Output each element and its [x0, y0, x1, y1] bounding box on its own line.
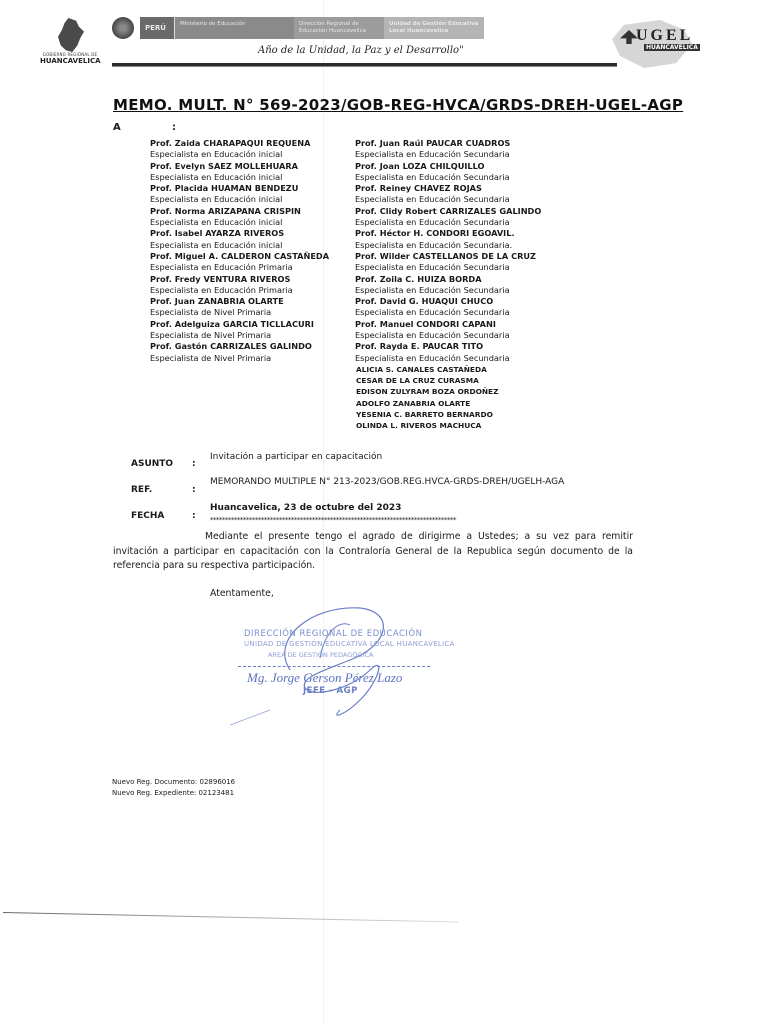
- scan-artifact-line: [3, 912, 458, 923]
- stamp-line-1: DIRECCIÓN REGIONAL DE EDUCACIÓN: [244, 629, 423, 639]
- recipient-name: Prof. Rayda E. PAUCAR TITO: [355, 341, 484, 352]
- recipient-role: Especialista en Educación Secundaria: [355, 149, 510, 160]
- separator-stars: **********************************************************************************: [210, 516, 456, 524]
- additional-recipient: CESAR DE LA CRUZ CURASMA: [356, 376, 479, 386]
- recipient-role: Especialista en Educación Secundaria: [355, 194, 510, 205]
- registry-expediente: Nuevo Reg. Expediente: 02123481: [112, 789, 235, 797]
- fecha-value: Huancavelica, 23 de octubre del 2023: [210, 503, 402, 513]
- banner-direccion-regional: Dirección Regional de Educación Huancavelica: [294, 17, 384, 39]
- recipient-role: Especialista en Educación Primaria: [150, 284, 293, 295]
- recipient-role: Especialista en Educación Secundaria: [355, 217, 510, 228]
- stamp-line-3: AREA DE GESTIÓN PEDAGÓGICA: [268, 651, 374, 659]
- additional-recipient: ALICIA S. CANALES CASTAÑEDA: [356, 365, 487, 374]
- header-divider: [112, 63, 617, 67]
- recipient-role: Especialista en Educación Secundaria: [355, 171, 510, 182]
- recipients-label: A: [113, 122, 121, 133]
- recipient-name: Prof. Manuel CONDORI CAPANI: [355, 318, 496, 329]
- recipient-name: Prof. Gastón CARRIZALES GALINDO: [150, 341, 312, 352]
- recipient-role: Especialista en Educación Secundaria: [355, 330, 510, 341]
- recipient-role: Especialista en Educación inicial: [150, 194, 283, 205]
- additional-recipient: OLINDA L. RIVEROS MACHUCA: [356, 421, 482, 431]
- asunto-label: ASUNTO: [131, 459, 174, 469]
- recipient-name: Prof. Joan LOZA CHILQUILLO: [355, 160, 485, 171]
- recipient-name: Prof. Miguel A. CALDERON CASTAÑEDA: [150, 250, 330, 261]
- stamp-line-2: UNIDAD DE GESTIÓN EDUCATIVA LOCAL HUANCAVELICA: [244, 640, 455, 648]
- banner-ministerio: Ministerio de Educación: [174, 17, 294, 39]
- recipient-role: Especialista en Educación Secundaria: [355, 284, 510, 295]
- recipient-name: Prof. Adelguiza GARCIA TICLLACURI: [150, 318, 314, 329]
- recipient-name: Prof. Fredy VENTURA RIVEROS: [150, 273, 291, 284]
- recipient-name: Prof. Juan ZANABRIA OLARTE: [150, 296, 284, 307]
- additional-recipient: ADOLFO ZANABRIA OLARTE: [356, 398, 471, 408]
- additional-recipient: EDISON ZULYRAM BOZA ORDOÑEZ: [356, 387, 499, 397]
- additional-recipients: [356, 364, 498, 431]
- registry-documento: Nuevo Reg. Documento: 02896016: [112, 778, 236, 786]
- recipient-role: Especialista en Educación inicial: [150, 171, 283, 182]
- recipient-role: Especialista en Educación inicial: [150, 149, 283, 160]
- recipient-role: Especialista de Nivel Primaria: [150, 330, 272, 341]
- recipient-name: Prof. Reiney CHAVEZ ROJAS: [355, 183, 482, 194]
- additional-recipient: YESENIA C. BARRETO BERNARDO: [356, 409, 493, 419]
- ref-label: REF.: [131, 485, 153, 495]
- ministry-banner: [112, 17, 484, 39]
- recipient-name: Prof. Wilder CASTELLANOS DE LA CRUZ: [355, 250, 536, 261]
- recipient-name: Prof. David G. HUAQUI CHUCO: [355, 296, 494, 307]
- closing: Atentamente,: [210, 588, 274, 599]
- recipients-colon: :: [172, 122, 176, 133]
- recipient-role: Especialista en Educación inicial: [150, 217, 283, 228]
- memo-title: MEMO. MULT. N° 569-2023/GOB-REG-HVCA/GRDS-DREH-UGEL-AGP: [113, 96, 684, 114]
- banner-ugel: Unidad de Gestión Educativa Local Huancavelica: [384, 17, 484, 39]
- recipient-name: Prof. Placida HUAMAN BENDEZU: [150, 183, 299, 194]
- recipient-role: Especialista de Nivel Primaria: [150, 307, 272, 318]
- memo-body: [113, 530, 633, 574]
- ugel-logo-sub: HUANCAVELICA: [646, 44, 698, 51]
- recipient-role: Especialista en Educación Secundaria: [355, 352, 510, 363]
- memo-body-text: Mediante el presente tengo el agrado de dirigirme a Ustedes; a su vez para remitir invitación a participar en capacitación con la Contraloría General de la Republica según documento de la referencia para su respectiva participación.: [113, 531, 633, 572]
- asunto-value: Invitación a participar en capacitación: [210, 452, 383, 462]
- stamp-divider: [238, 666, 430, 667]
- recipient-role: Especialista en Educación Secundaria.: [355, 239, 513, 250]
- recipients-right-column: [355, 138, 541, 364]
- banner-peru: PERÚ: [140, 17, 174, 39]
- signatory-role: JEFE - AGP: [303, 686, 358, 696]
- recipient-role: Especialista en Educación Secundaria: [355, 307, 510, 318]
- fecha-colon: :: [192, 511, 196, 521]
- recipient-name: Prof. Isabel AYARZA RIVEROS: [150, 228, 285, 239]
- recipient-name: Prof. Zaida CHARAPAQUI REQUENA: [150, 138, 311, 148]
- recipient-name: Prof. Norma ARIZAPANA CRISPIN: [150, 205, 301, 216]
- ugel-logo-word: UGEL: [636, 27, 694, 44]
- recipient-name: Prof. Zoila C. HUIZA BORDA: [355, 273, 482, 284]
- gob-logo-big-text: HUANCAVELICA: [40, 57, 101, 65]
- recipient-role: Especialista en Educación Secundaria: [355, 262, 510, 273]
- gob-logo-small-text: GOBIERNO REGIONAL DE: [42, 52, 98, 57]
- recipient-role: Especialista de Nivel Primaria: [150, 352, 272, 363]
- peru-coat-of-arms-icon: [112, 17, 134, 39]
- recipient-name: Prof. Héctor H. CONDORI EGOAVIL.: [355, 228, 515, 239]
- ref-value: MEMORANDO MULTIPLE N° 213-2023/GOB.REG.HVCA-GRDS-DREH/UGELH-AGA: [210, 477, 565, 487]
- huancavelica-region-map-icon: [58, 18, 84, 52]
- recipient-name: Prof. Clidy Robert CARRIZALES GALINDO: [355, 205, 542, 216]
- handwritten-signature-icon: [230, 600, 430, 730]
- fecha-label: FECHA: [131, 511, 165, 521]
- signatory-name: Mg. Jorge Gerson Pérez Lazo: [247, 670, 403, 685]
- ref-colon: :: [192, 485, 196, 495]
- recipient-role: Especialista en Educación Primaria: [150, 262, 293, 273]
- recipients-left-column: [150, 138, 329, 364]
- recipient-role: Especialista en Educación inicial: [150, 239, 283, 250]
- recipient-name: Prof. Juan Raúl PAUCAR CUADROS: [355, 138, 511, 148]
- asunto-colon: :: [192, 459, 196, 469]
- year-motto: Año de la Unidad, la Paz y el Desarrollo": [258, 45, 464, 56]
- recipient-name: Prof. Evelyn SAEZ MOLLEHUARA: [150, 160, 299, 171]
